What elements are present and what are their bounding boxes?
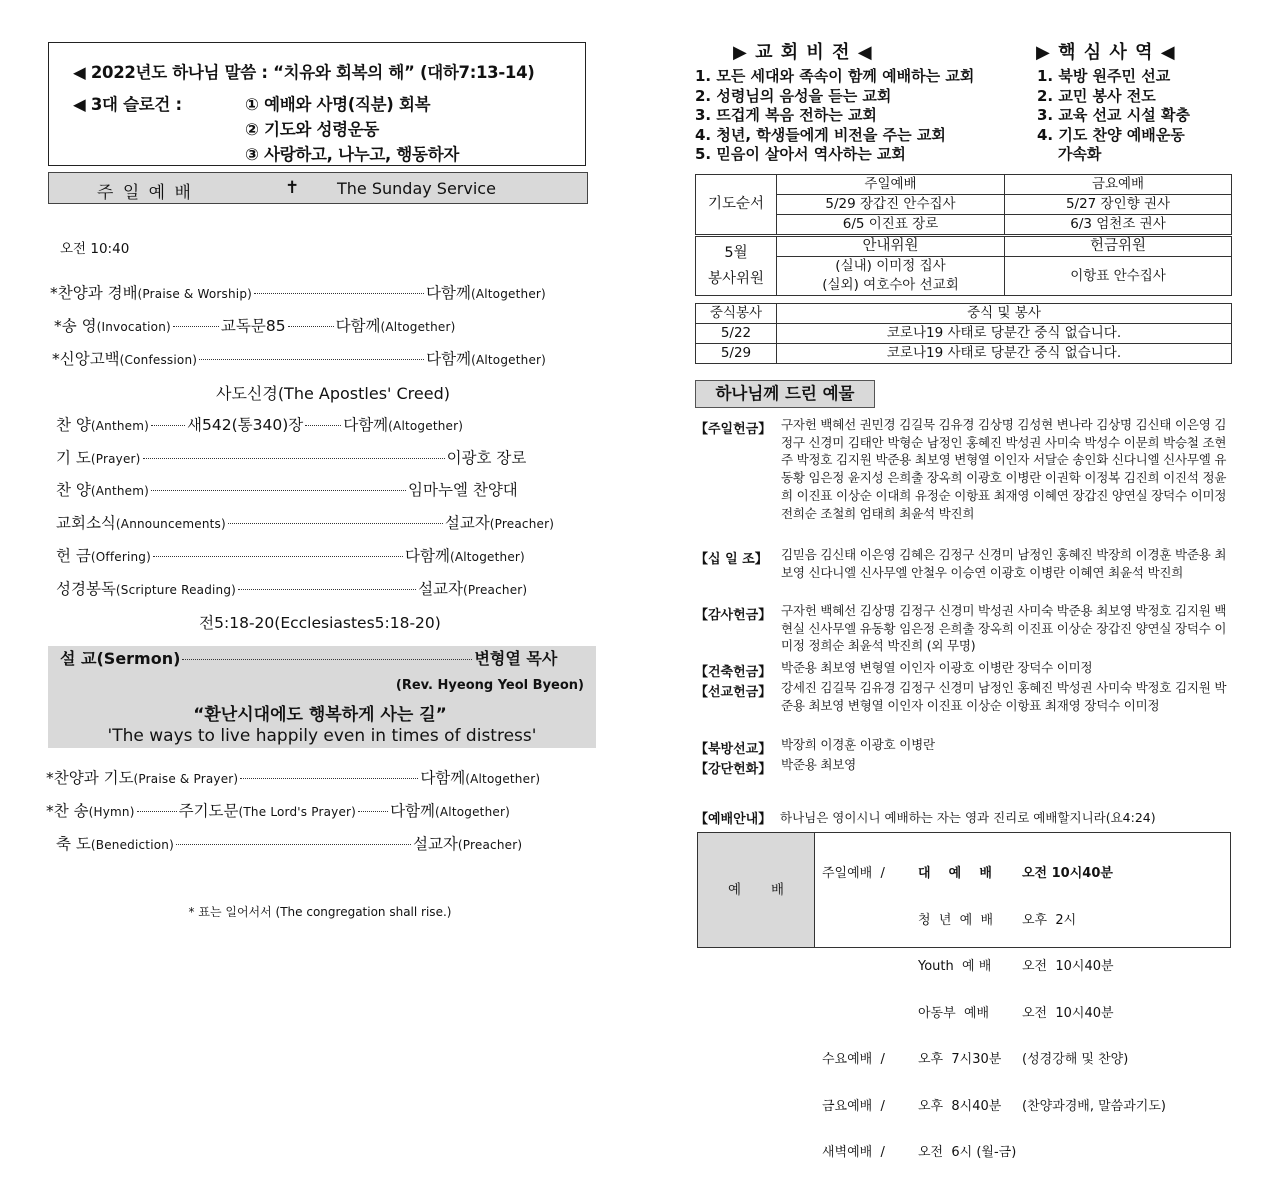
core-ministry-title: ▶ 핵 심 사 역 ◀ — [1036, 42, 1176, 63]
creed-name: 사도신경(The Apostles' Creed) — [215, 384, 451, 403]
order-item — [52, 349, 546, 370]
order-item-en: (Praise & Worship) — [137, 287, 253, 301]
order-item-right: 다함께 — [426, 284, 471, 302]
offering-names: 구자헌 백혜선 김상명 김정구 신경미 박성권 사미숙 박준용 최보영 박정호 김지원 백현실 신사무엘 유동황 임은정 은희출 장옥희 이진표 이상순 장갑진 양연실 장덕수 이미정 정희순 최윤석 박진희 (외 무명) — [781, 603, 1227, 654]
table-cell: 이항표 안수집사 — [1005, 257, 1232, 296]
dotted-leader — [137, 811, 177, 812]
table-cell-label: 기도순서 — [696, 175, 777, 235]
worship-line-b: 오후 8시40분 — [918, 1098, 1002, 1114]
table-cell: 5/22 — [696, 324, 777, 344]
dotted-leader — [182, 659, 472, 660]
sermon-title-ko: “환난시대에도 행복하게 사는 길” — [193, 705, 447, 725]
dotted-leader — [176, 844, 411, 845]
order-item — [56, 834, 522, 855]
order-item-en: (Announcements) — [115, 517, 226, 531]
service-title-ko: 주 일 예 배 — [97, 183, 193, 203]
order-item-right: 다함께 — [405, 547, 450, 565]
order-item-right: 설교자 — [418, 580, 463, 598]
cross-icon: ✝ — [285, 178, 300, 198]
church-vision-title: ▶ 교 회 비 전 ◀ — [733, 42, 873, 63]
list-item: 4. 청년, 학생들에게 비전을 주는 교회 — [695, 125, 946, 144]
worship-line-b: 아동부 예배 — [918, 1005, 990, 1021]
dotted-leader — [240, 778, 418, 779]
volunteer-label: 봉사위원 — [707, 271, 765, 287]
dotted-leader — [228, 523, 443, 524]
order-item-en: (Hymn) — [88, 805, 135, 819]
order-item-ko: *찬양과 기도 — [46, 769, 134, 787]
table-row — [696, 344, 1232, 364]
order-item-ko: *송 영 — [54, 317, 97, 335]
order-item-right: 다함께 — [390, 802, 435, 820]
table-cell-label — [696, 237, 777, 296]
order-item-right: 설교자 — [444, 514, 490, 532]
offering-label: 【강단헌화】 — [695, 762, 772, 777]
order-item-en: (Offering) — [90, 550, 152, 564]
list-item: 3. 교육 선교 시설 확충 — [1037, 106, 1190, 124]
order-item — [56, 513, 554, 534]
list-item: 5. 믿음이 살아서 역사하는 교회 — [695, 145, 906, 163]
order-item-right-en: (Altogether) — [471, 353, 547, 367]
offerings-title: 하나님께 드린 예물 — [695, 380, 875, 408]
order-item-right: 다함께 — [420, 769, 466, 787]
worship-line-c: 오전 10시40분 — [1022, 959, 1114, 974]
worship-line-b: 오후 7시30분 — [918, 1052, 1002, 1067]
meal-service-table — [695, 303, 1232, 364]
worship-schedule-box — [697, 832, 1231, 1160]
order-item-ko: *신앙고백 — [52, 350, 120, 368]
list-item: 2. 성령님의 음성을 듣는 교회 — [695, 86, 892, 105]
worship-guide-text: 하나님은 영이시니 예배하는 자는 영과 진리로 예배할지니라(요4:24) — [780, 810, 1156, 825]
order-item-en: (Anthem) — [90, 484, 150, 498]
table-cell: 6/3 엄천조 권사 — [1005, 215, 1232, 235]
order-item — [46, 768, 540, 789]
order-item-en: (Praise & Prayer) — [133, 772, 239, 786]
order-item-right: 설교자 — [412, 835, 458, 853]
order-item-en: (Invocation) — [96, 320, 171, 334]
slogan-2: ② 기도와 성령운동 — [245, 120, 380, 139]
table-cell: (실외) 여호수아 선교회 — [777, 276, 1005, 296]
order-item-right-en: (Altogether) — [380, 320, 456, 334]
list-item: 2. 교민 봉사 전도 — [1037, 86, 1156, 105]
dotted-leader — [305, 425, 341, 426]
table-header: 중식 및 봉사 — [777, 304, 1232, 324]
sermon-box — [48, 646, 596, 748]
offering-label: 【선교헌금】 — [695, 685, 772, 700]
worship-line-c: 오전 10시40분 — [1022, 1005, 1114, 1021]
table-header: 중식봉사 — [696, 304, 777, 324]
order-item-ko: 기 도 — [56, 449, 91, 467]
worship-line-b: 대 예 배 — [918, 866, 992, 881]
order-item-en: (Confession) — [119, 353, 198, 367]
offering-names: 강세진 김길묵 김유경 김정구 신경미 남정인 홍혜진 박성권 사미숙 박정호 김지원 박준용 최보영 변형열 이인자 이진표 이상순 이항표 최재영 장덕수 이미정 — [781, 680, 1227, 713]
sermon-label: 설 교(Sermon) — [60, 649, 181, 668]
list-item: 가속화 — [1037, 145, 1102, 163]
order-item-right-en: (Altogether) — [388, 419, 464, 433]
worship-line-a: 금요예배 / — [822, 1098, 885, 1114]
order-item — [46, 801, 510, 822]
sermon-title-en: 'The ways to live happily even in times of distress' — [107, 726, 537, 746]
worship-line-c: 오전 10시40분 — [1022, 866, 1113, 881]
table-header: 안내위원 — [777, 237, 1005, 257]
order-item-en: (Benediction) — [90, 838, 174, 852]
order-item-middle: 교독문85 — [220, 317, 286, 335]
month-label: 5월 — [724, 245, 748, 261]
offering-names: 박장희 이경훈 이광호 이병란 — [781, 737, 935, 752]
offering-names: 박준용 최보영 변형열 이인자 이광호 이병란 장덕수 이미정 — [781, 660, 1093, 675]
dotted-leader — [151, 490, 406, 491]
order-item-right: 다함께 — [343, 416, 389, 434]
order-item — [56, 448, 526, 469]
order-item-right: 다함께 — [335, 317, 381, 335]
offering-names: 박준용 최보영 — [781, 757, 857, 772]
worship-line-c: (성경강해 및 찬양) — [1022, 1052, 1129, 1067]
slogan-3: ③ 사랑하고, 나누고, 행동하자 — [245, 145, 459, 164]
order-item-right-en: (Preacher) — [457, 838, 523, 852]
offering-label: 【주일헌금】 — [695, 422, 772, 437]
slogan-1: ① 예배와 사명(직분) 회복 — [245, 95, 431, 114]
order-item — [50, 283, 592, 304]
prayer-order-table — [695, 174, 1232, 235]
service-time: 오전 10:40 — [60, 241, 130, 257]
offering-label: 【십 일 조】 — [695, 552, 768, 567]
worship-line-a: 수요예배 / — [822, 1052, 885, 1067]
dotted-leader — [358, 811, 388, 812]
order-item-right-en: (Altogether) — [449, 550, 525, 564]
year-motto: ◀ 2022년도 하나님 말씀 : “치유와 회복의 해” (대하7:13-14) — [73, 63, 535, 82]
worship-line-a: 주일예배 / — [822, 866, 885, 881]
order-item-right: 다함께 — [426, 350, 472, 368]
order-item-ko: 성경봉독 — [56, 580, 116, 598]
order-item-middle: 새542(통340)장 — [187, 416, 304, 434]
worship-line-b: Youth 예 배 — [918, 959, 992, 974]
dotted-leader — [288, 326, 334, 327]
worship-line — [822, 959, 1166, 975]
order-item-ko: 교회소식 — [56, 514, 116, 532]
offering-label: 【감사헌금】 — [695, 608, 772, 623]
standing-footnote: * 표는 일어서서 (The congregation shall rise.) — [188, 905, 452, 919]
list-item: 1. 북방 원주민 선교 — [1037, 67, 1171, 85]
order-item-ko: *찬양과 경배 — [50, 284, 138, 302]
order-item-right-en: (Altogether) — [470, 287, 546, 301]
dotted-leader — [153, 556, 403, 557]
list-item: 1. 모든 세대와 족속이 함께 예배하는 교회 — [695, 67, 975, 85]
offering-names: 구자헌 백혜선 권민경 김길묵 김유경 김상명 김성현 변나라 김상명 김신태 이은영 김정구 신경미 김태안 박형순 남정인 홍혜진 박성권 사미숙 박성수 이문희 박승철 조현주 박정호 김지원 박준용 최보영 변형열 이인자 서달순 송인화 신다니엘 신사무엘 유동황 임은정 윤지성 은희출 장옥희 이광호 이병란 이권학 이정복 김진희 이진석 정윤희 이진표 이상순 이대희 유정순 이항표 최재영 이혜연 장갑진 양연실 장덕수 이미정 전희순 조철희 엄태희 최윤석 박진희 — [781, 417, 1227, 521]
worship-line-c: 오후 2시 — [1022, 912, 1077, 928]
order-item-ko: 찬 양 — [56, 416, 91, 434]
dotted-leader — [151, 425, 185, 426]
table-cell: 코로나19 사태로 당분간 중식 없습니다. — [777, 324, 1232, 344]
order-item-middle-en: (The Lord's Prayer) — [238, 805, 357, 819]
year-motto-box — [48, 42, 586, 166]
preacher-en: (Rev. Hyeong Yeol Byeon) — [395, 678, 584, 693]
table-cell: 6/5 이진표 장로 — [777, 215, 1005, 235]
preacher-name: 변형열 목사 — [474, 649, 558, 668]
order-item-ko: *찬 송 — [46, 802, 89, 820]
order-item-en: (Prayer) — [90, 452, 141, 466]
service-volunteer-table — [695, 236, 1232, 296]
dotted-leader — [199, 359, 424, 360]
church-vision-list — [695, 67, 974, 165]
core-ministry-list — [1037, 67, 1190, 165]
order-item-right-en: (Preacher) — [489, 517, 555, 531]
dotted-leader — [143, 458, 445, 459]
worship-line-b: 청 년 예 배 — [918, 912, 994, 928]
table-cell: (실내) 이미정 집사 — [777, 257, 1005, 277]
worship-line — [822, 866, 1166, 882]
table-cell: 5/29 — [696, 344, 777, 364]
order-item — [56, 579, 527, 600]
order-item — [56, 546, 525, 567]
list-item: 4. 기도 찬양 예배운동 — [1037, 125, 1185, 144]
order-item-ko: 찬 양 — [56, 481, 91, 499]
worship-line — [822, 913, 1166, 929]
worship-label: 예 배 — [698, 833, 815, 947]
table-header: 헌금위원 — [1005, 237, 1232, 257]
worship-line-a: 새벽예배 / — [822, 1145, 885, 1160]
list-item: 3. 뜨겁게 복음 전하는 교회 — [695, 106, 877, 124]
service-title-en: The Sunday Service — [337, 179, 496, 198]
order-item-right-en: (Altogether) — [435, 805, 510, 819]
table-cell: 코로나19 사태로 당분간 중식 없습니다. — [777, 344, 1232, 364]
order-item-right-en: (Altogether) — [465, 772, 541, 786]
order-item-ko: 축 도 — [56, 835, 91, 853]
order-item-right-en: (Preacher) — [462, 583, 528, 597]
table-header: 주일예배 — [777, 175, 1005, 195]
order-item — [56, 480, 518, 501]
sunday-service-header — [48, 172, 588, 204]
order-item-middle: 주기도문 — [178, 802, 239, 820]
dotted-leader — [238, 589, 416, 590]
table-cell: 5/27 장인향 권사 — [1005, 195, 1232, 215]
order-item-en: (Anthem) — [90, 419, 150, 433]
offering-label: 【건축헌금】 — [695, 665, 772, 680]
order-item-en: (Scripture Reading) — [115, 583, 237, 597]
worship-line — [822, 1052, 1166, 1068]
worship-line — [822, 1099, 1166, 1115]
worship-line-b: 오전 6시 (월-금) — [918, 1145, 1017, 1160]
dotted-leader — [254, 293, 424, 294]
worship-line — [822, 1006, 1166, 1022]
worship-line-c: (찬양과경배, 말씀과기도) — [1022, 1098, 1166, 1114]
offering-names: 김믿음 김신태 이은영 김혜은 김정구 신경미 남정인 홍혜진 박장희 이경훈 박준용 최보영 신다니엘 신사무엘 안철우 이승연 이광호 이병란 이혜연 최윤석 박진희 — [781, 547, 1227, 580]
slogan-label: ◀ 3대 슬로건 : — [73, 95, 182, 114]
order-item — [54, 316, 455, 337]
worship-line — [822, 1145, 1166, 1161]
order-item-ko: 헌 금 — [56, 547, 91, 565]
order-item-right: 임마누엘 찬양대 — [408, 481, 518, 499]
order-item-right: 이광호 장로 — [446, 449, 527, 467]
worship-guide-label: 【예배안내】 — [695, 812, 772, 827]
worship-times — [822, 835, 1166, 1192]
sermon-item — [60, 649, 557, 669]
scripture-ref: 전5:18-20(Ecclesiastes5:18-20) — [199, 614, 441, 632]
table-header: 금요예배 — [1005, 175, 1232, 195]
offering-label: 【북방선교】 — [695, 742, 772, 757]
dotted-leader — [173, 326, 219, 327]
table-cell: 5/29 장갑진 안수집사 — [777, 195, 1005, 215]
order-item — [56, 415, 463, 436]
table-row — [696, 324, 1232, 344]
